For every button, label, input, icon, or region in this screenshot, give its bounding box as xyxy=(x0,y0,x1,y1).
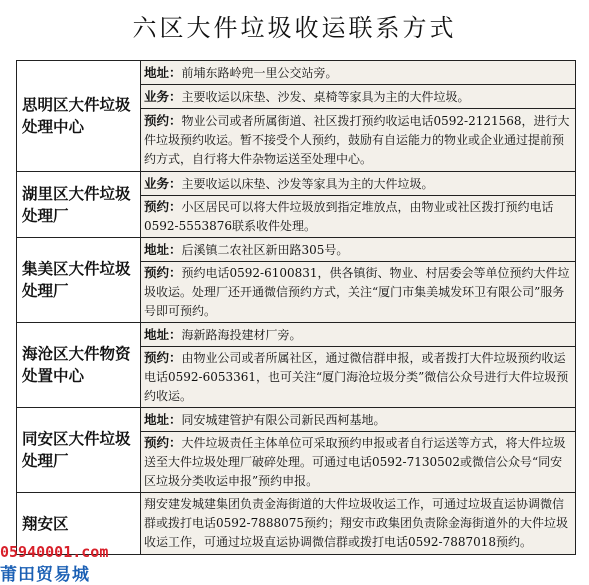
table-row xyxy=(17,323,576,347)
booking-key: 预约： xyxy=(144,350,182,365)
siming-address xyxy=(141,61,576,85)
booking-text: 小区居民可以将大件垃圾放到指定堆放点，由物业或社区拨打预约电话0592-5553876联系收件处理。 xyxy=(144,200,554,233)
booking-text: 物业公司或者所属街道、社区拨打预约收运电话0592-2121568，进行大件垃圾预约收运。暂不接受个人预约，鼓励有自运能力的物业或企业通过提前预约方式，自行将大件杂物运送至处理中心。 xyxy=(144,114,570,166)
table-row xyxy=(17,61,576,85)
district-siming: 思明区大件垃圾处理中心 xyxy=(17,61,141,172)
address-key: 地址： xyxy=(144,241,182,257)
business-key: 业务： xyxy=(144,175,182,191)
booking-text: 大件垃圾责任主体单位可采取预约申报或者自行运送等方式，将大件垃圾送至大件垃圾处理厂破碎处理。可通过电话0592-7130502或微信公众号“同安区垃圾分类收运申报”预约申报。 xyxy=(144,436,566,488)
district-jimei: 集美区大件垃圾处理厂 xyxy=(17,238,141,323)
booking-key: 预约： xyxy=(144,265,182,280)
booking-text: 预约电话0592-6100831，供各镇街、物业、村居委会等单位预约大件垃圾收运。处理厂还开通微信预约方式，关注“厦门市集美城发环卫有限公司”服务号即可预约。 xyxy=(144,266,570,318)
address-text: 海新路海投建材厂旁。 xyxy=(181,327,302,342)
huli-booking xyxy=(141,196,576,238)
tongan-address xyxy=(141,408,576,432)
table-row xyxy=(17,238,576,262)
district-tongan: 同安区大件垃圾处理厂 xyxy=(17,408,141,493)
address-key: 地址： xyxy=(144,411,182,427)
jimei-booking xyxy=(141,262,576,323)
business-text: 主要收运以床垫、沙发等家具为主的大件垃圾。 xyxy=(181,176,434,191)
siming-business xyxy=(141,85,576,109)
address-key: 地址： xyxy=(144,326,182,342)
booking-key: 预约： xyxy=(144,113,182,128)
address-text: 同安城建管护有限公司新民西柯基地。 xyxy=(181,412,386,427)
haicang-address xyxy=(141,323,576,347)
business-text: 主要收运以床垫、沙发、桌椅等家具为主的大件垃圾。 xyxy=(181,89,470,104)
address-text: 前埔东路岭兜一里公交站旁。 xyxy=(181,65,338,80)
table-row xyxy=(17,408,576,432)
haicang-booking xyxy=(141,347,576,408)
district-huli: 湖里区大件垃圾处理厂 xyxy=(17,172,141,238)
booking-key: 预约： xyxy=(144,435,182,450)
table-row xyxy=(17,172,576,196)
booking-key: 预约： xyxy=(144,199,182,214)
district-xiangan: 翔安区 xyxy=(17,493,141,555)
district-haicang: 海沧区大件物资处置中心 xyxy=(17,323,141,408)
page-title: 六区大件垃圾收运联系方式 xyxy=(132,14,457,42)
xiangan-note: 翔安建发城建集团负责金海街道的大件垃圾收运工作，可通过垃圾直运协调微信群或拨打电话0592-7888075预约；翔安市政集团负责除金海街道外的大件垃圾收运工作，可通过垃圾直运协调微信群或拨打电话0592-7887018预约。 xyxy=(141,493,576,555)
watermark-site: 05940001.com xyxy=(0,543,109,561)
huli-business xyxy=(141,172,576,196)
watermark-name: 莆田贸易城 xyxy=(0,565,90,585)
tongan-booking xyxy=(141,432,576,493)
jimei-address xyxy=(141,238,576,262)
booking-text: 由物业公司或者所属社区，通过微信群申报，或者拨打大件垃圾预约收运电话0592-6053361，也可关注“厦门海沧垃圾分类”微信公众号进行大件垃圾预约收运。 xyxy=(144,351,569,403)
siming-booking xyxy=(141,109,576,172)
business-key: 业务： xyxy=(144,88,182,104)
contact-table xyxy=(16,60,576,555)
address-text: 后溪镇二农社区新田路305号。 xyxy=(181,242,349,257)
address-key: 地址： xyxy=(144,64,182,80)
